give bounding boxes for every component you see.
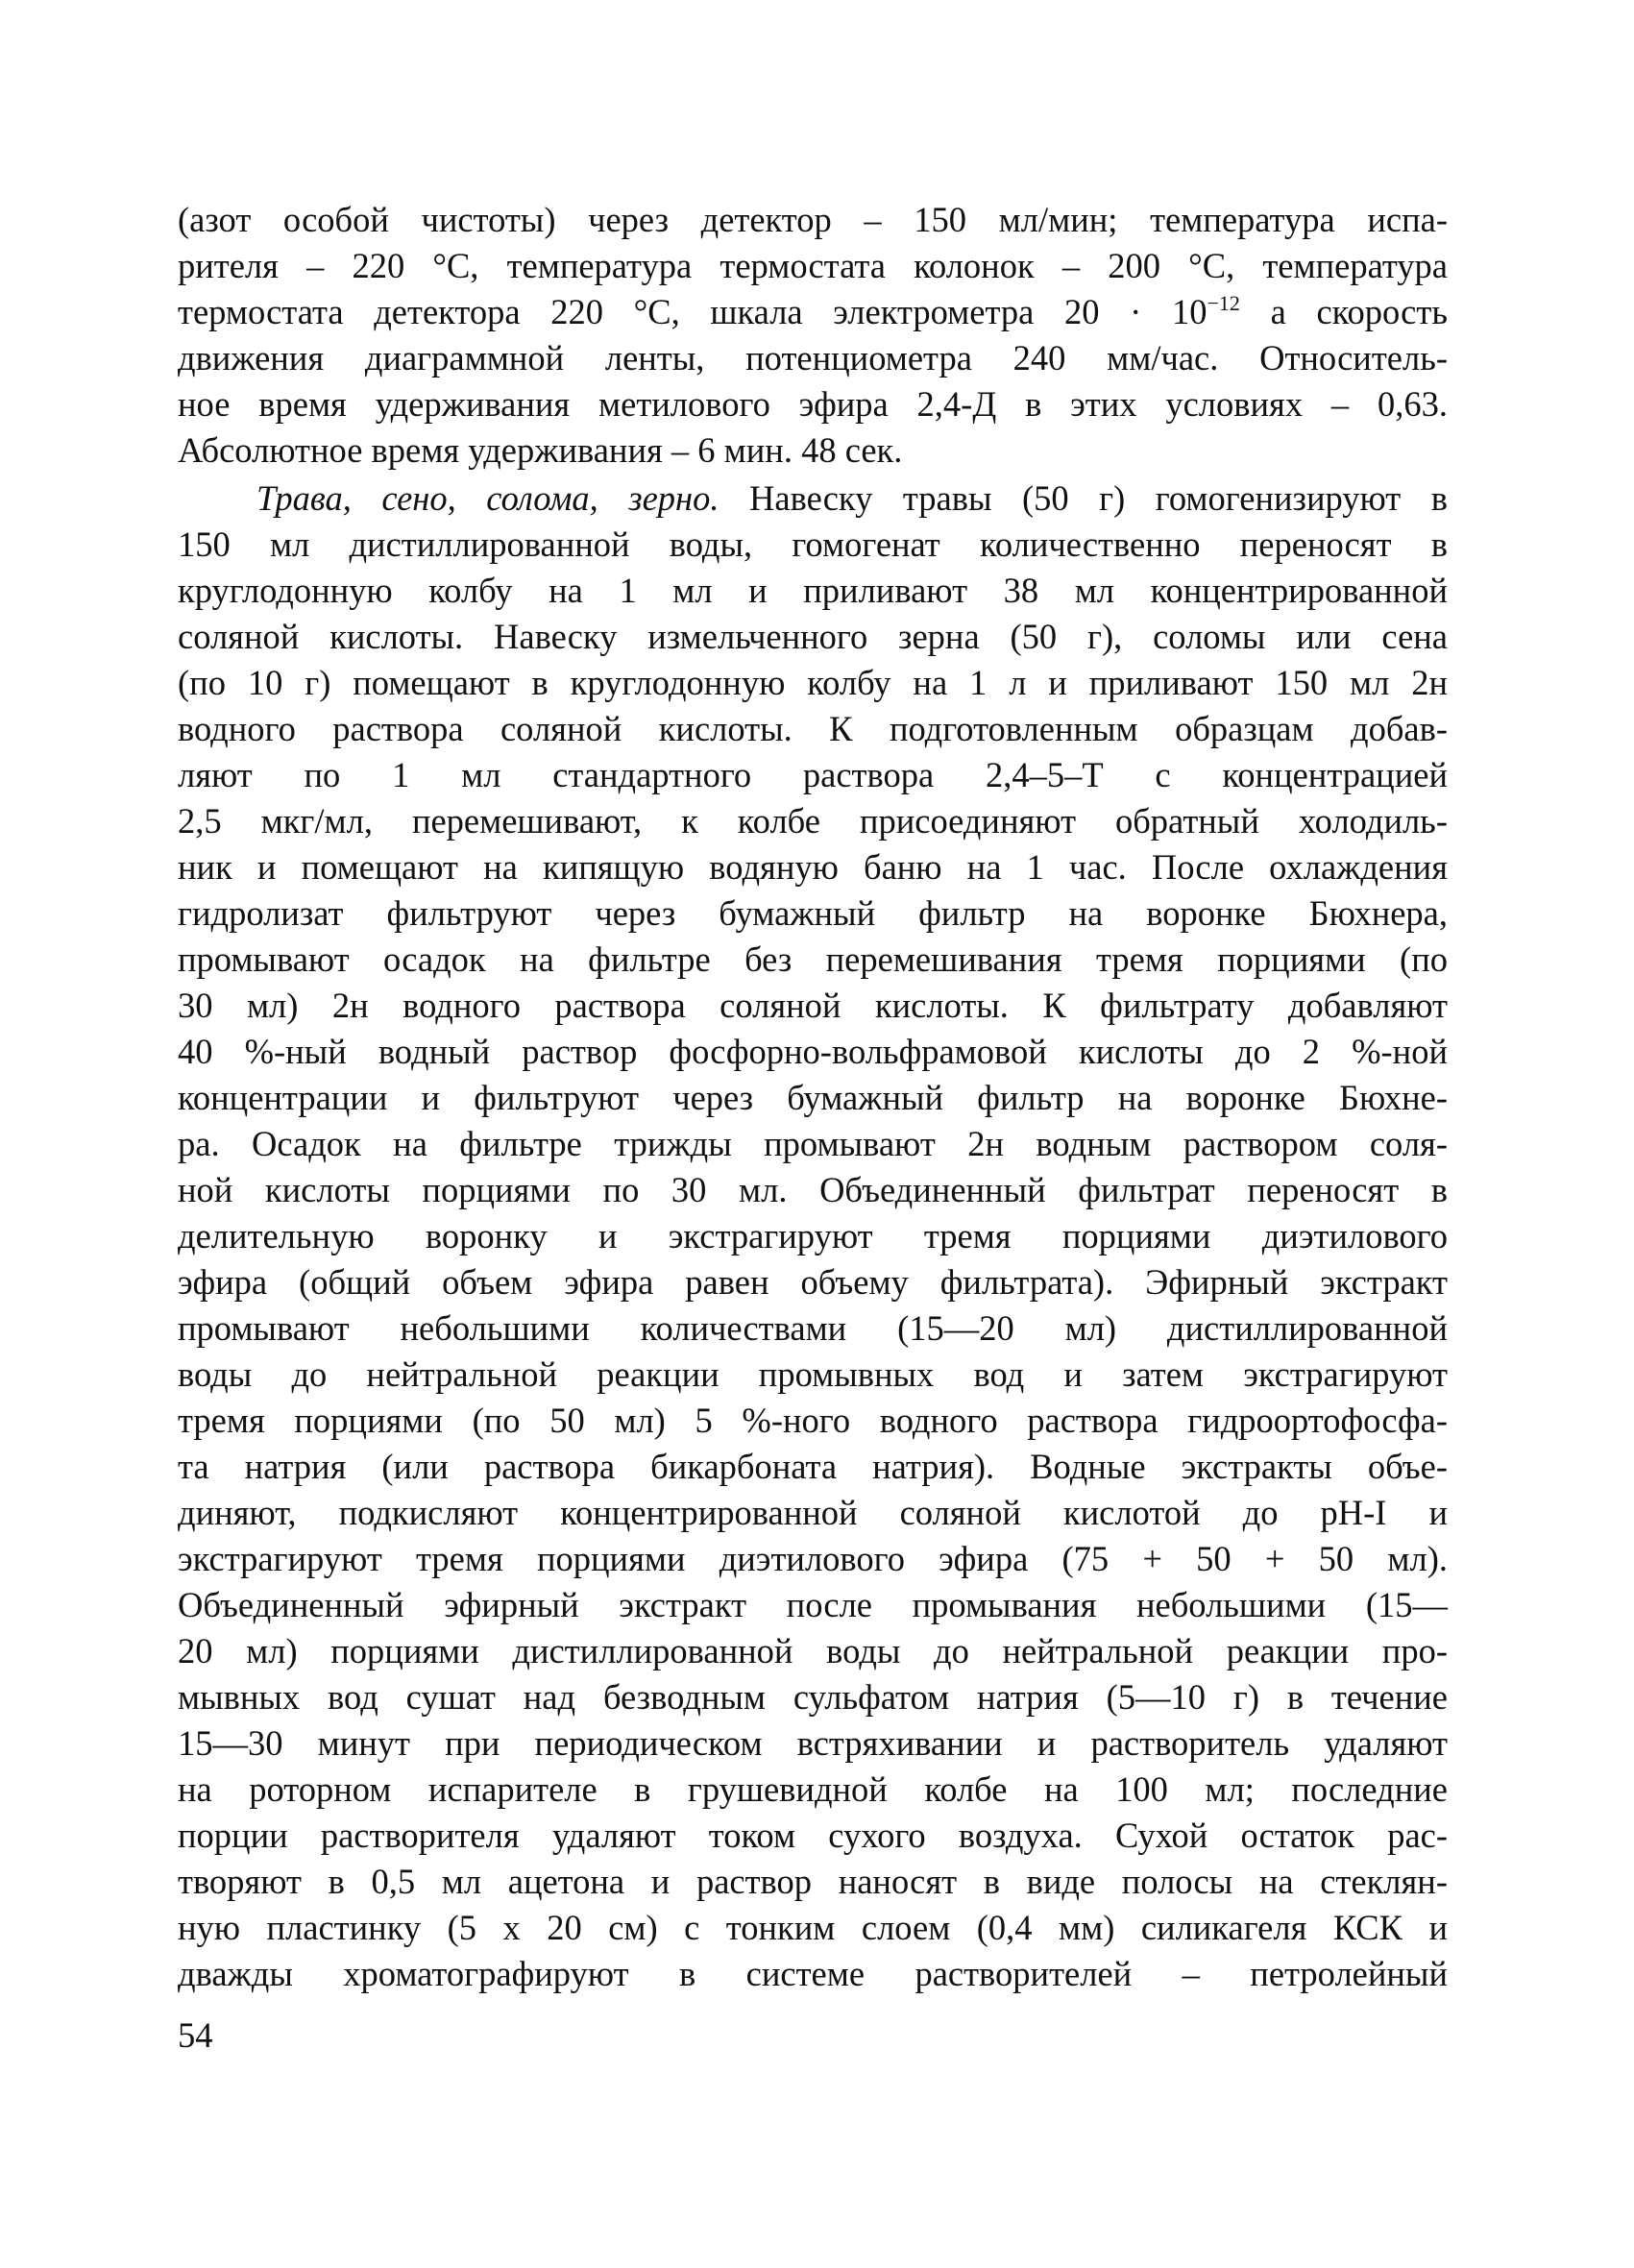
text-line: 150 мл дистиллированной воды, гомогенат количественно переносят в: [178, 524, 1448, 564]
text-line: ляют по 1 мл стандартного раствора 2,4–5–Т с концентрацией: [178, 755, 1448, 794]
text-line: Абсолютное время удерживания – 6 мин. 48 сек.: [178, 430, 903, 470]
text-fragment: термостата детектора 220 °С, шкала электрометра 20 · 10: [178, 292, 1207, 331]
text-line: промывают небольшими количествами (15—20 мл) дистиллированной: [178, 1308, 1448, 1348]
paragraph-sample-preparation: [178, 476, 1448, 1997]
text-line: ную пластинку (5 х 20 см) с тонким слоем (0,4 мм) силикагеля КСК и: [178, 1908, 1448, 1947]
text-line: экстрагируют тремя порциями диэтилового эфира (75 + 50 + 50 мл).: [178, 1539, 1448, 1578]
text-line: водного раствора соляной кислоты. К подготовленным образцам добав-: [178, 709, 1448, 748]
text-line: соляной кислоты. Навеску измельченного зерна (50 г), соломы или сена: [178, 617, 1448, 656]
text-line: ное время удерживания метилового эфира 2,4-Д в этих условиях – 0,63.: [178, 384, 1448, 424]
text-line: порции растворителя удаляют током сухого воздуха. Сухой остаток рас-: [178, 1816, 1448, 1855]
text-line: [178, 476, 1448, 522]
text-line: [178, 289, 1448, 335]
text-line: творяют в 0,5 мл ацетона и раствор наносят в виде полосы на стеклян-: [178, 1862, 1448, 1901]
text-line: Объединенный эфирный экстракт после промывания небольшими (15—: [178, 1585, 1448, 1624]
text-line: рителя – 220 °С, температура термостата колонок – 200 °С, температура: [178, 246, 1448, 285]
text-line: 30 мл) 2н водного раствора соляной кислоты. К фильтрату добавляют: [178, 986, 1448, 1025]
text-line: делительную воронку и экстрагируют тремя порциями диэтилового: [178, 1216, 1448, 1256]
text-line: 40 %-ный водный раствор фосфорно-вольфрамовой кислоты до 2 %-ной: [178, 1032, 1448, 1071]
text-line: гидролизат фильтруют через бумажный фильтр на воронке Бюхнера,: [178, 893, 1448, 933]
text-fragment: Навеску травы (50 г) гомогенизируют в: [719, 478, 1448, 518]
section-lead-italic: Трава, сено, солома, зерно.: [256, 478, 719, 518]
text-line: концентрации и фильтруют через бумажный фильтр на воронке Бюхне-: [178, 1078, 1448, 1117]
page-number: 54: [178, 2015, 213, 2055]
text-line: ник и помещают на кипящую водяную баню на 1 час. После охлаждения: [178, 847, 1448, 887]
text-line: ной кислоты порциями по 30 мл. Объединенный фильтрат переносят в: [178, 1170, 1448, 1209]
text-line: движения диаграммной ленты, потенциометра 240 мм/час. Относитель-: [178, 338, 1448, 378]
text-line: тремя порциями (по 50 мл) 5 %-ного водного раствора гидроортофосфа-: [178, 1401, 1448, 1440]
text-line: та натрия (или раствора бикарбоната натрия). Водные экстракты объе-: [178, 1447, 1448, 1486]
paragraph-gc-conditions: [178, 197, 1448, 474]
text-line: 20 мл) порциями дистиллированной воды до нейтральной реакции про-: [178, 1631, 1448, 1671]
text-line: воды до нейтральной реакции промывных вод и затем экстрагируют: [178, 1354, 1448, 1394]
text-line: диняют, подкисляют концентрированной соляной кислотой до рН-I и: [178, 1493, 1448, 1532]
text-line: мывных вод сушат над безводным сульфатом натрия (5—10 г) в течение: [178, 1677, 1448, 1717]
page-body: [178, 197, 1448, 1997]
text-line: 15—30 минут при периодическом встряхивании и растворитель удаляют: [178, 1723, 1448, 1763]
text-fragment: а скорость: [1239, 292, 1448, 331]
text-line: (азот особой чистоты) через детектор – 150 мл/мин; температура испа-: [178, 200, 1448, 239]
text-line: эфира (общий объем эфира равен объему фильтрата). Эфирный экстракт: [178, 1262, 1448, 1302]
superscript-exponent: −12: [1207, 291, 1240, 315]
text-line: (по 10 г) помещают в круглодонную колбу на 1 л и приливают 150 мл 2н: [178, 663, 1448, 702]
text-line: ра. Осадок на фильтре трижды промывают 2н водным раствором соля-: [178, 1124, 1448, 1163]
text-line: дважды хроматографируют в системе растворителей – петролейный: [178, 1954, 1448, 1993]
text-line: 2,5 мкг/мл, перемешивают, к колбе присоединяют обратный холодиль-: [178, 801, 1448, 841]
text-line: круглодонную колбу на 1 мл и приливают 38 мл концентрированной: [178, 571, 1448, 610]
text-line: на роторном испарителе в грушевидной колбе на 100 мл; последние: [178, 1769, 1448, 1809]
text-line: промывают осадок на фильтре без перемешивания тремя порциями (по: [178, 939, 1448, 979]
